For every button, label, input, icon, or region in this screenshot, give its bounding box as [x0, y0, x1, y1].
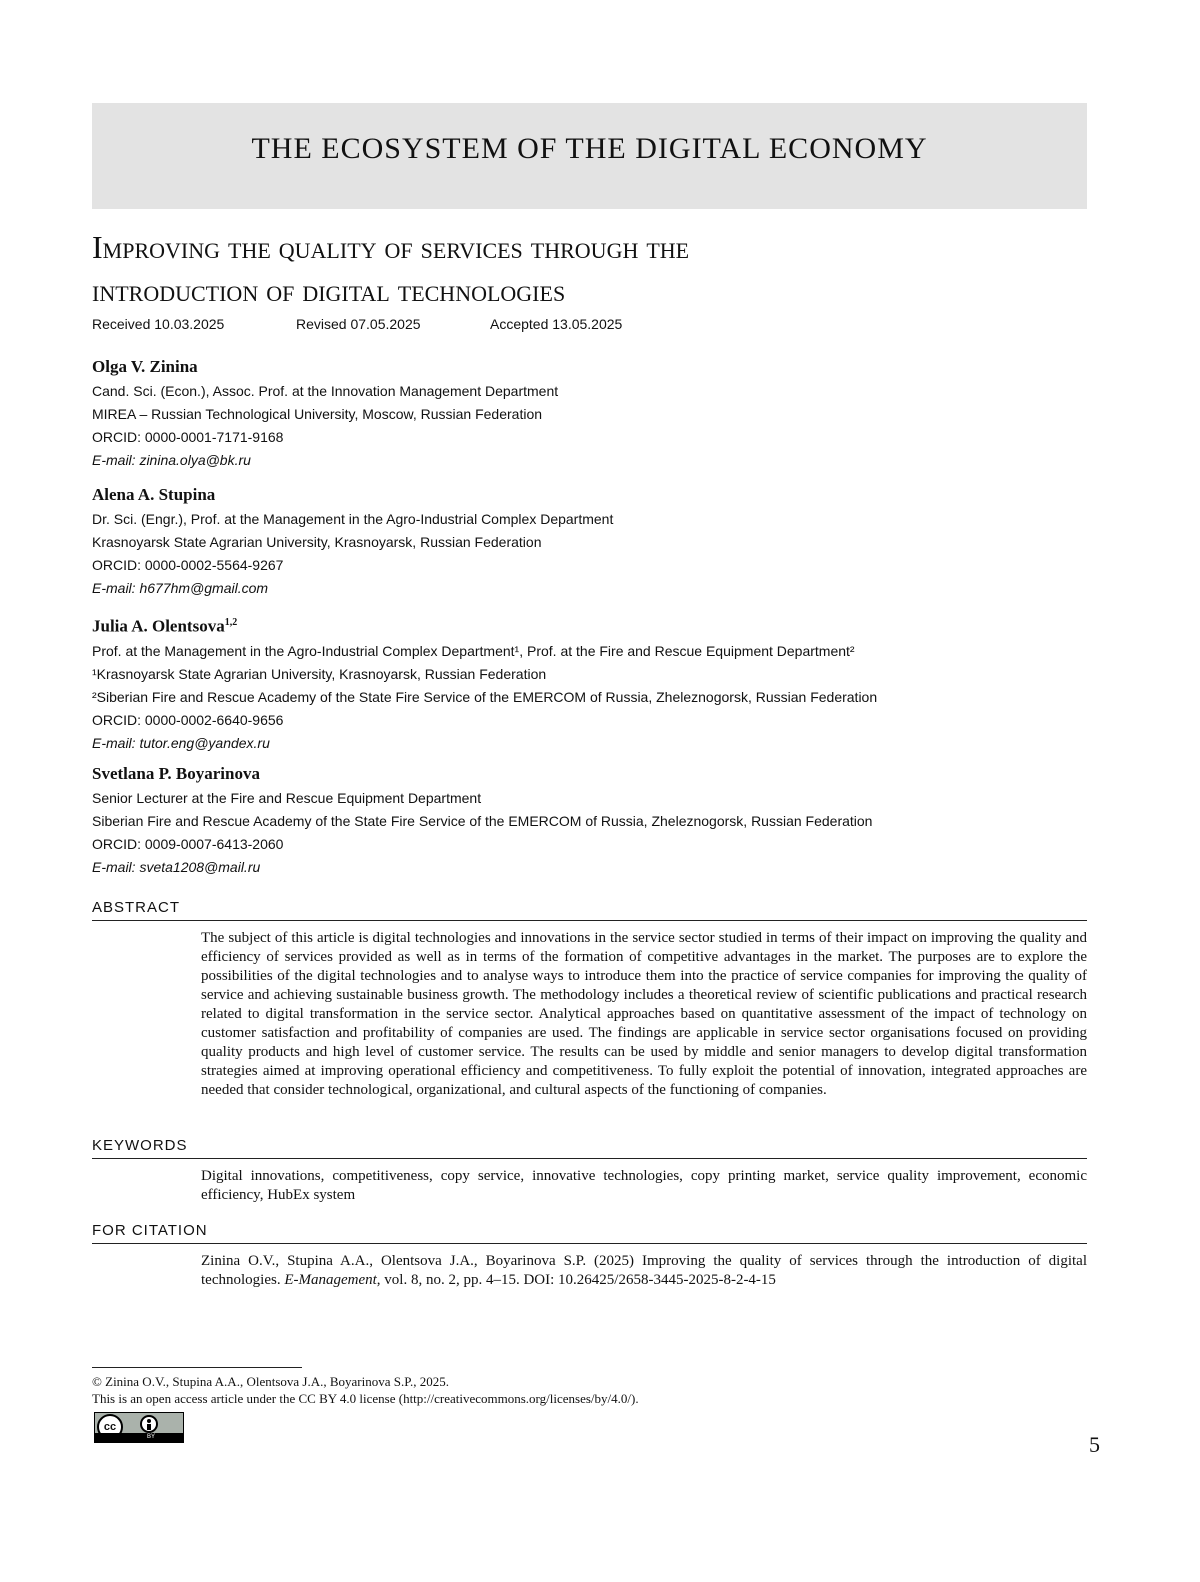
citation-section — [92, 1221, 1087, 1290]
section-title: THE ECOSYSTEM OF THE DIGITAL ECONOMY — [251, 132, 928, 165]
page-number: 5 — [1089, 1432, 1100, 1457]
author-orcid: ORCID: 0000-0002-5564-9267 — [92, 557, 284, 573]
author-email[interactable]: E-mail: tutor.eng@yandex.ru — [92, 734, 270, 751]
author-email[interactable]: E-mail: zinina.olya@bk.ru — [92, 452, 251, 468]
author-orcid: ORCID: 0009-0007-6413-2060 — [92, 836, 284, 852]
section-divider — [92, 920, 1087, 921]
author-block — [92, 612, 1092, 755]
abstract-label: ABSTRACT — [92, 899, 181, 916]
author-block — [92, 484, 1092, 600]
author-affiliation: MIREA – Russian Technological University, Moscow, Russian Federation — [92, 406, 543, 422]
author-affiliation: Krasnoyarsk State Agrarian University, Krasnoyarsk, Russian Federation — [92, 534, 542, 550]
author-name: Julia A. Olentsova$^{1,2}$ — [92, 616, 238, 636]
section-divider — [92, 1158, 1087, 1159]
journal-name: E-Management — [284, 1272, 377, 1288]
copyright-notice: © Zinina O.V., Stupina A.A., Olentsova J.A., Boyarinova S.P., 2025. — [92, 1374, 450, 1389]
citation-text: Zinina O.V., Stupina A.A., Olentsova J.A., Boyarinova S.P. (2025) Improving the quality of services through the introduction of digital technologies. E-Management, vol. 8, no. 2, pp. 4–15. DOI: 10.26425/2658-3445-2025-8-2-4-15 — [201, 1253, 1087, 1288]
section-divider — [92, 1243, 1087, 1244]
author-block — [92, 356, 1092, 472]
author-orcid: ORCID: 0000-0001-7171-9168 — [92, 429, 284, 445]
by-label: BY — [147, 1434, 156, 1440]
citation-label: FOR CITATION — [92, 1222, 208, 1239]
accepted-date: Accepted 13.05.2025 — [490, 316, 623, 332]
author-name: Alena A. Stupina — [92, 485, 216, 504]
cc-by-license-badge[interactable] — [94, 1412, 184, 1443]
abstract-section — [92, 898, 1087, 1100]
abstract-text: The subject of this article is digital technologies and innovations in the service sector studied in terms of their impact on improving the quality and efficiency of services provided as well as in terms of the formation of competitive advantages in the market. The purposes are to explore the possibilities of the digital technologies and to analyse ways to introduce them into the practice of service companies for improving the quality of service and achieving sustainable business growth. The methodology includes a theoretical review of scientific publications and practical research related to digital transformation in the service sector. Analytical approaches based on quantitative assessment of the impact of technology on customer satisfaction and profitability of companies are used. The findings are applicable in service sector organisations focused on providing quality products and high level of customer service. The results can be used by middle and senior managers to develop digital transformation strategies aimed at improving operational efficiency and competitiveness. To fully exploit the potential of innovation, integrated approaches are needed that consider technological, organizational, and cultural aspects of the functioning of companies. — [201, 930, 1087, 1098]
footnote — [92, 1373, 639, 1407]
author-email[interactable]: E-mail: sveta1208@mail.ru — [92, 859, 261, 875]
author-affiliation: Senior Lecturer at the Fire and Rescue Equipment Department — [92, 790, 482, 806]
author-affiliation-marks: 1,2 — [224, 617, 238, 628]
author-name: Svetlana P. Boyarinova — [92, 764, 260, 783]
keywords-text: Digital innovations, competitiveness, copy service, innovative technologies, copy printing market, service quality improvement, economic efficiency, HubEx system — [201, 1168, 1087, 1203]
creative-commons-icon: cc — [97, 1414, 123, 1440]
article-title-line-2: introduction of digital technologies — [92, 272, 566, 308]
keywords-section — [92, 1136, 1087, 1205]
author-affiliation: ²Siberian Fire and Rescue Academy of the State Fire Service of the EMERCOM of Russia, Zheleznogorsk, Russian Federation — [92, 688, 878, 705]
author-affiliation: Cand. Sci. (Econ.), Assoc. Prof. at the Innovation Management Department — [92, 383, 559, 399]
footnote-divider — [92, 1367, 302, 1368]
author-orcid: ORCID: 0000-0002-6640-9656 — [92, 711, 284, 728]
article-title — [92, 226, 992, 312]
author-affiliation: Dr. Sci. (Engr.), Prof. at the Management in the Agro-Industrial Complex Department — [92, 511, 614, 527]
keywords-label: KEYWORDS — [92, 1137, 188, 1154]
revised-date: Revised 07.05.2025 — [296, 316, 421, 332]
author-affiliation: Siberian Fire and Rescue Academy of the State Fire Service of the EMERCOM of Russia, Zheleznogorsk, Russian Federation — [92, 813, 873, 829]
received-date: Received 10.03.2025 — [92, 316, 225, 332]
section-header-band — [92, 103, 1087, 209]
license-notice: This is an open access article under the CC BY 4.0 license (http://creativecommons.org/licenses/by/4.0/). — [92, 1391, 639, 1406]
article-title-line-1: Improving the quality of services through the — [92, 229, 690, 265]
author-affiliation: ¹Krasnoyarsk State Agrarian University, Krasnoyarsk, Russian Federation — [92, 665, 547, 682]
author-block — [92, 763, 1092, 879]
author-email[interactable]: E-mail: h677hm@gmail.com — [92, 580, 269, 596]
author-affiliation: Prof. at the Management in the Agro-Industrial Complex Department¹, Prof. at the Fire and Rescue Equipment Department² — [92, 642, 855, 659]
attribution-person-icon — [140, 1415, 158, 1433]
author-name: Olga V. Zinina — [92, 357, 198, 376]
badge-bar — [95, 1433, 183, 1442]
